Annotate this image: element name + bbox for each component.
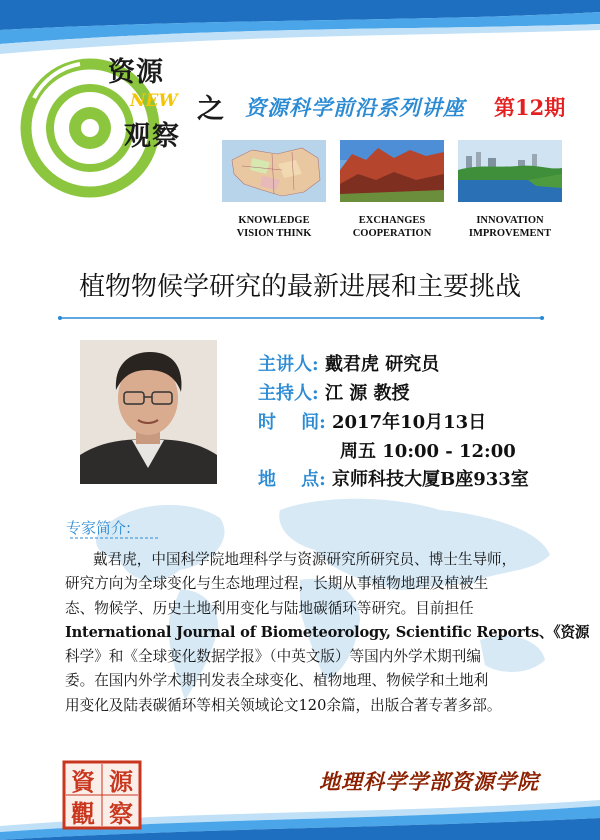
bio-line: 戴君虎，中国科学院地理科学与资源研究所研究员、博士生导师，	[93, 551, 517, 568]
host-name: 江 源 教授	[324, 383, 410, 404]
speaker-bio	[65, 548, 590, 718]
logo-new-badge: NEW	[130, 91, 178, 111]
place-row	[258, 465, 529, 491]
title-divider	[58, 316, 544, 320]
caption-line: KNOWLEDGE	[238, 215, 310, 226]
caption-exchanges	[332, 214, 452, 240]
bio-line: International Journal of Biometeorology, Scientific Reports、《资源	[65, 623, 590, 641]
speaker-name: 戴君虎 研究员	[324, 354, 440, 375]
map-picture	[222, 140, 326, 202]
canyon-picture	[340, 140, 444, 202]
issue-number: 第12期	[494, 95, 566, 120]
host-row	[258, 379, 409, 405]
event-date: 2017年10月13日	[332, 412, 487, 433]
caption-line: VISION THINK	[236, 228, 312, 239]
event-place: 京师科技大厦B座933室	[332, 469, 529, 490]
intro-heading: 专家简介:	[66, 519, 132, 537]
bio-line: 科学》和《全球变化数据学报》（中英文版）等国内外学术期刊编	[65, 648, 481, 666]
host-label: 主持人:	[258, 383, 319, 404]
caption-innovation	[450, 214, 570, 240]
logo-text-zhi: 之	[197, 94, 224, 125]
lecture-title: 植物物候学研究的最新进展和主要挑战	[78, 272, 521, 302]
time-label: 时 间:	[258, 412, 326, 433]
intro-underline	[70, 537, 160, 539]
caption-line: COOPERATION	[352, 228, 432, 239]
time-row	[258, 408, 486, 434]
bio-line: 研究方向为全球变化与生态地理过程，长期从事植物地理及植被生	[65, 575, 489, 593]
bio-line: 委。在国内外学术期刊发表全球变化、植物地理、物候学和土地利	[65, 672, 489, 690]
caption-knowledge	[214, 214, 334, 240]
seal-border	[62, 760, 142, 830]
svg-text:資: 資	[71, 767, 95, 796]
caption-line: IMPROVEMENT	[468, 228, 552, 239]
bio-line: 态、物候学、历史土地利用变化与陆地碳循环等研究。目前担任	[65, 599, 474, 617]
lake-city-picture	[458, 140, 562, 202]
bio-line: 用变化及陆表碳循环等相关领域论文120余篇，出版合著专著多部。	[65, 696, 502, 714]
series-title: 资源科学前沿系列讲座	[245, 95, 465, 120]
seal-stamp	[62, 760, 142, 830]
time-slot: 周五 10:00 - 12:00	[340, 441, 516, 462]
caption-line: INNOVATION	[476, 215, 544, 226]
speaker-row	[258, 350, 439, 376]
svg-text:源: 源	[109, 767, 133, 796]
svg-text:觀: 觀	[71, 799, 95, 828]
school-name: 地理科学学部资源学院	[319, 769, 539, 794]
logo-text-bottom: 观察	[124, 121, 180, 152]
speaker-portrait	[80, 340, 217, 484]
logo-text-top: 资源	[108, 57, 164, 88]
caption-line: EXCHANGES	[358, 215, 426, 226]
svg-text:察: 察	[109, 799, 133, 828]
speaker-label: 主讲人:	[258, 354, 319, 375]
place-label: 地 点:	[258, 469, 326, 490]
